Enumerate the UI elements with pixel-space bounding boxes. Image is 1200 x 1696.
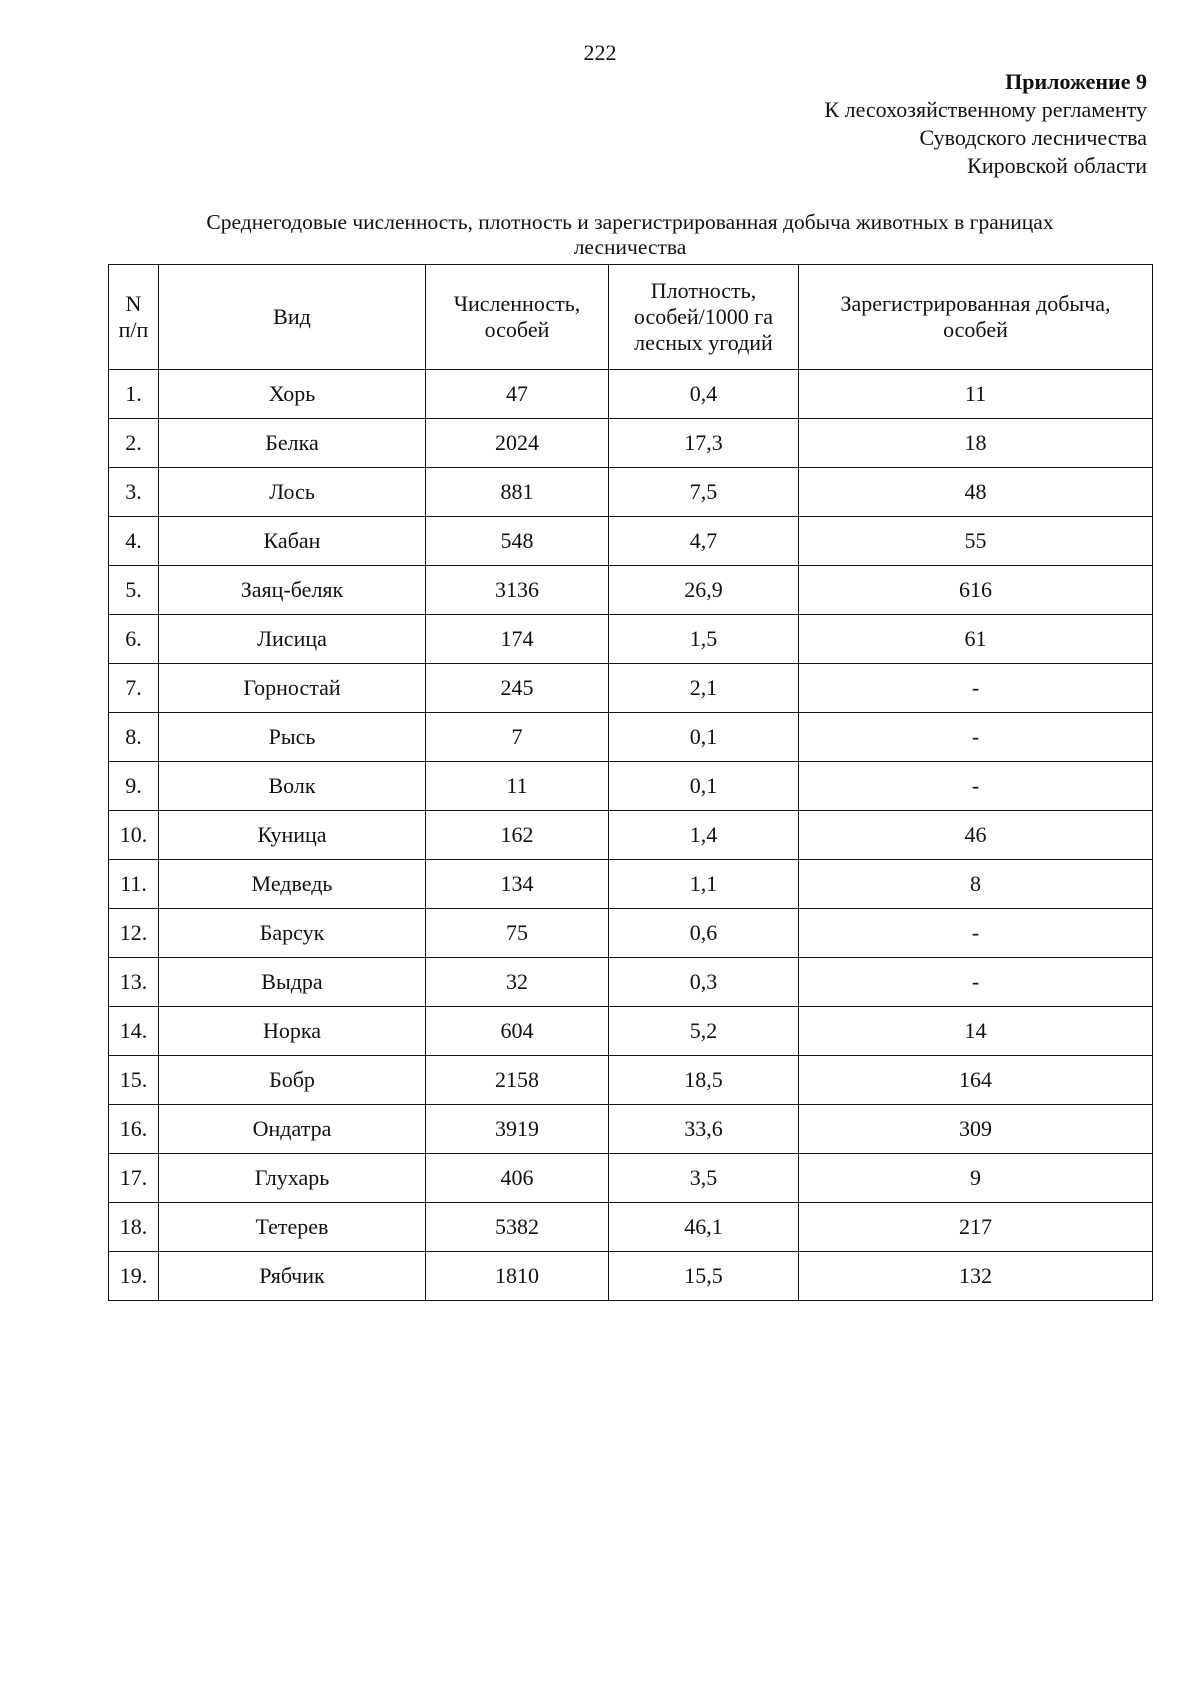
cell-species: Барсук	[159, 909, 426, 958]
cell-number: 2.	[109, 419, 159, 468]
cell-species: Рысь	[159, 713, 426, 762]
cell-number: 8.	[109, 713, 159, 762]
appendix-title: Приложение 9	[1005, 69, 1147, 94]
cell-harvest: 48	[799, 468, 1153, 517]
cell-number: 17.	[109, 1154, 159, 1203]
cell-count: 548	[426, 517, 609, 566]
animal-population-table	[108, 264, 1153, 1301]
cell-count: 75	[426, 909, 609, 958]
cell-species: Заяц-беляк	[159, 566, 426, 615]
table-row	[109, 1105, 1153, 1154]
table-row	[109, 860, 1153, 909]
cell-species: Кабан	[159, 517, 426, 566]
table-row	[109, 664, 1153, 713]
cell-density: 5,2	[609, 1007, 799, 1056]
cell-count: 2158	[426, 1056, 609, 1105]
cell-species: Бобр	[159, 1056, 426, 1105]
cell-harvest: 9	[799, 1154, 1153, 1203]
cell-species: Хорь	[159, 370, 426, 419]
cell-harvest: 217	[799, 1203, 1153, 1252]
cell-density: 0,1	[609, 762, 799, 811]
cell-species: Волк	[159, 762, 426, 811]
cell-harvest: -	[799, 958, 1153, 1007]
header-number	[109, 265, 159, 370]
cell-species: Куница	[159, 811, 426, 860]
cell-number: 18.	[109, 1203, 159, 1252]
cell-number: 12.	[109, 909, 159, 958]
header-species	[159, 265, 426, 370]
cell-density: 0,1	[609, 713, 799, 762]
header-count-line-1: Численность,	[453, 291, 581, 316]
cell-density: 7,5	[609, 468, 799, 517]
cell-density: 46,1	[609, 1203, 799, 1252]
table-header-row	[109, 265, 1153, 370]
cell-harvest: 46	[799, 811, 1153, 860]
table-row	[109, 958, 1153, 1007]
cell-count: 1810	[426, 1252, 609, 1301]
cell-harvest: 18	[799, 419, 1153, 468]
cell-species: Ондатра	[159, 1105, 426, 1154]
table-row	[109, 517, 1153, 566]
cell-number: 7.	[109, 664, 159, 713]
header-density-line-1: Плотность,	[650, 278, 757, 303]
header-density-line-2: особей/1000 га	[633, 304, 774, 329]
table-row	[109, 811, 1153, 860]
header-count	[426, 265, 609, 370]
cell-species: Горностай	[159, 664, 426, 713]
table-row	[109, 468, 1153, 517]
table-row	[109, 1007, 1153, 1056]
cell-count: 5382	[426, 1203, 609, 1252]
cell-count: 2024	[426, 419, 609, 468]
cell-count: 245	[426, 664, 609, 713]
cell-number: 19.	[109, 1252, 159, 1301]
header-species-label: Вид	[273, 304, 311, 329]
cell-number: 16.	[109, 1105, 159, 1154]
cell-count: 11	[426, 762, 609, 811]
table-body	[109, 370, 1153, 1301]
cell-count: 32	[426, 958, 609, 1007]
cell-count: 47	[426, 370, 609, 419]
cell-count: 7	[426, 713, 609, 762]
page-number: 222	[583, 40, 617, 65]
table-row	[109, 419, 1153, 468]
cell-count: 3919	[426, 1105, 609, 1154]
cell-harvest: -	[799, 664, 1153, 713]
cell-harvest: 14	[799, 1007, 1153, 1056]
header-number-line-1: N	[125, 291, 142, 316]
cell-density: 33,6	[609, 1105, 799, 1154]
cell-count: 174	[426, 615, 609, 664]
appendix-block	[824, 68, 1147, 180]
cell-species: Лось	[159, 468, 426, 517]
cell-number: 9.	[109, 762, 159, 811]
cell-density: 1,1	[609, 860, 799, 909]
cell-density: 1,5	[609, 615, 799, 664]
appendix-line-1: К лесохозяйственному регламенту	[824, 97, 1147, 122]
cell-harvest: -	[799, 713, 1153, 762]
cell-density: 0,6	[609, 909, 799, 958]
table-row	[109, 566, 1153, 615]
cell-harvest: 11	[799, 370, 1153, 419]
cell-species: Выдра	[159, 958, 426, 1007]
table-row	[109, 370, 1153, 419]
cell-density: 15,5	[609, 1252, 799, 1301]
document-title-line-2: лесничества	[573, 235, 687, 259]
cell-density: 18,5	[609, 1056, 799, 1105]
cell-species: Тетерев	[159, 1203, 426, 1252]
cell-species: Рябчик	[159, 1252, 426, 1301]
cell-species: Белка	[159, 419, 426, 468]
table-row	[109, 713, 1153, 762]
cell-density: 26,9	[609, 566, 799, 615]
cell-density: 1,4	[609, 811, 799, 860]
cell-species: Медведь	[159, 860, 426, 909]
cell-number: 10.	[109, 811, 159, 860]
cell-harvest: -	[799, 909, 1153, 958]
cell-count: 3136	[426, 566, 609, 615]
cell-density: 17,3	[609, 419, 799, 468]
table-row	[109, 1203, 1153, 1252]
table-row	[109, 1154, 1153, 1203]
cell-count: 162	[426, 811, 609, 860]
cell-count: 881	[426, 468, 609, 517]
cell-count: 406	[426, 1154, 609, 1203]
cell-harvest: 55	[799, 517, 1153, 566]
cell-species: Глухарь	[159, 1154, 426, 1203]
table-row	[109, 1056, 1153, 1105]
cell-harvest: -	[799, 762, 1153, 811]
cell-species: Норка	[159, 1007, 426, 1056]
table-row	[109, 1252, 1153, 1301]
cell-number: 3.	[109, 468, 159, 517]
document-title	[100, 210, 1160, 260]
cell-count: 604	[426, 1007, 609, 1056]
cell-number: 15.	[109, 1056, 159, 1105]
header-number-line-2: п/п	[118, 317, 149, 342]
header-harvest	[799, 265, 1153, 370]
cell-harvest: 309	[799, 1105, 1153, 1154]
cell-density: 0,4	[609, 370, 799, 419]
cell-number: 14.	[109, 1007, 159, 1056]
cell-number: 6.	[109, 615, 159, 664]
cell-harvest: 8	[799, 860, 1153, 909]
cell-harvest: 61	[799, 615, 1153, 664]
table-row	[109, 909, 1153, 958]
cell-number: 4.	[109, 517, 159, 566]
cell-harvest: 616	[799, 566, 1153, 615]
cell-species: Лисица	[159, 615, 426, 664]
cell-harvest: 164	[799, 1056, 1153, 1105]
table-row	[109, 615, 1153, 664]
cell-density: 3,5	[609, 1154, 799, 1203]
header-density	[609, 265, 799, 370]
appendix-line-2: Суводского лесничества	[919, 125, 1147, 150]
cell-count: 134	[426, 860, 609, 909]
cell-density: 4,7	[609, 517, 799, 566]
document-title-line-1: Среднегодовые численность, плотность и зарегистрированная добыча животных в границах	[206, 210, 1054, 234]
header-count-line-2: особей	[484, 317, 550, 342]
cell-harvest: 132	[799, 1252, 1153, 1301]
cell-density: 0,3	[609, 958, 799, 1007]
appendix-line-3: Кировской области	[967, 153, 1147, 178]
cell-density: 2,1	[609, 664, 799, 713]
cell-number: 11.	[109, 860, 159, 909]
cell-number: 1.	[109, 370, 159, 419]
table-row	[109, 762, 1153, 811]
header-harvest-line-1: Зарегистрированная добыча,	[840, 291, 1111, 316]
cell-number: 13.	[109, 958, 159, 1007]
header-harvest-line-2: особей	[943, 317, 1008, 342]
cell-number: 5.	[109, 566, 159, 615]
header-density-line-3: лесных угодий	[634, 330, 773, 355]
